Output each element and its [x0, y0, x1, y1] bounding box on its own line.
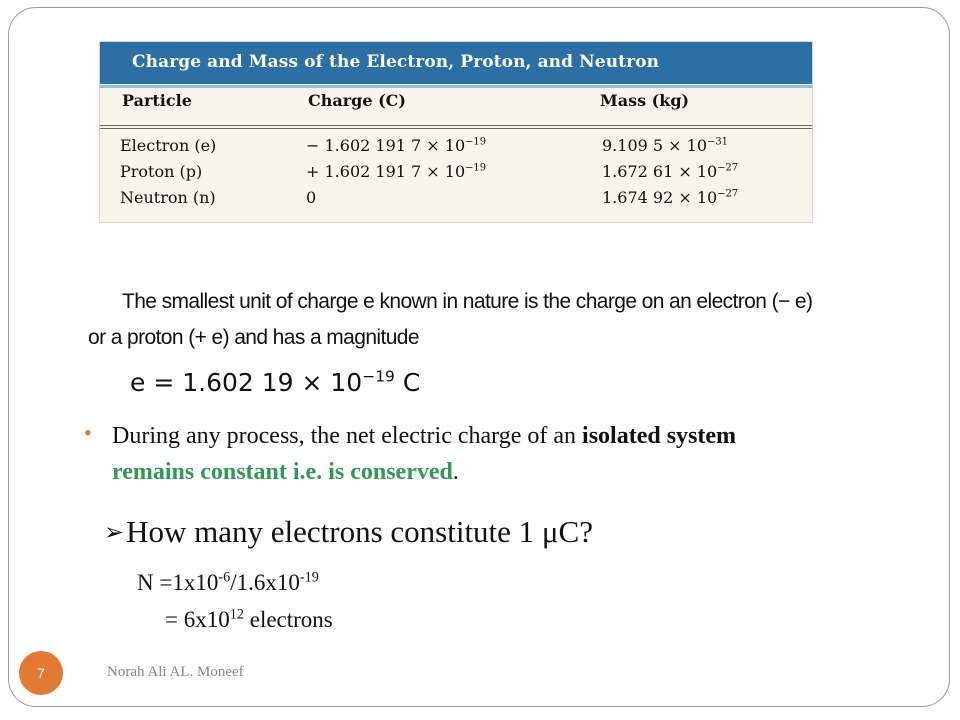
particle-cell: Electron (e) — [120, 136, 217, 155]
charge-cell: − 1.602 191 $7 \times 10^{-19}$ — [306, 136, 487, 155]
elementary-charge-equation: e = 1.602 $19 \times 10^{-19}$ C — [130, 367, 421, 397]
table-title: Charge and Mass of the Electron, Proton, and Neutron — [100, 42, 812, 84]
charge-cell: + 1.602 191 $7 \times 10^{-19}$ — [306, 162, 487, 181]
col-header-charge: Charge (C) — [308, 91, 406, 110]
col-header-mass: Mass (kg) — [600, 91, 690, 110]
table-rule-under-header — [100, 128, 812, 129]
conservation-bullet: During any process, the net electric charge of an isolated system remains constant i.e. is conserved. — [112, 423, 737, 485]
page-number-badge: 7 — [19, 651, 63, 695]
charge-definition-line-2: or a proton (+ e) and has a magnitude — [88, 326, 419, 349]
charge-cell: 0 — [306, 188, 317, 207]
footer-author: Norah Ali AL. Moneef — [107, 664, 244, 680]
question-text: ➢How many electrons constitute 1 μC? — [104, 514, 593, 549]
mass-cell: 9.109 $5 \times 10^{-31}$ — [602, 136, 728, 155]
table-rule-top — [100, 125, 812, 126]
mass-cell: 1.674 $92 \times 10^{-27}$ — [602, 188, 739, 207]
bullet-icon: • — [84, 420, 92, 445]
arrow-bullet-icon: ➢ — [104, 520, 125, 546]
particle-cell: Neutron (n) — [120, 188, 216, 207]
answer-line-2: = $6x10^{12}$ electrons — [165, 606, 333, 632]
answer-line-1: $N =1x10^{-6}/1.6x10^{-19}$ — [137, 569, 319, 595]
particle-cell: Proton (p) — [120, 162, 203, 181]
charge-definition-line-1: The smallest unit of charge e known in nature is the charge on an electron (− e) — [122, 290, 813, 313]
mass-cell: 1.672 $61 \times 10^{-27}$ — [602, 162, 739, 181]
col-header-particle: Particle — [122, 91, 192, 110]
